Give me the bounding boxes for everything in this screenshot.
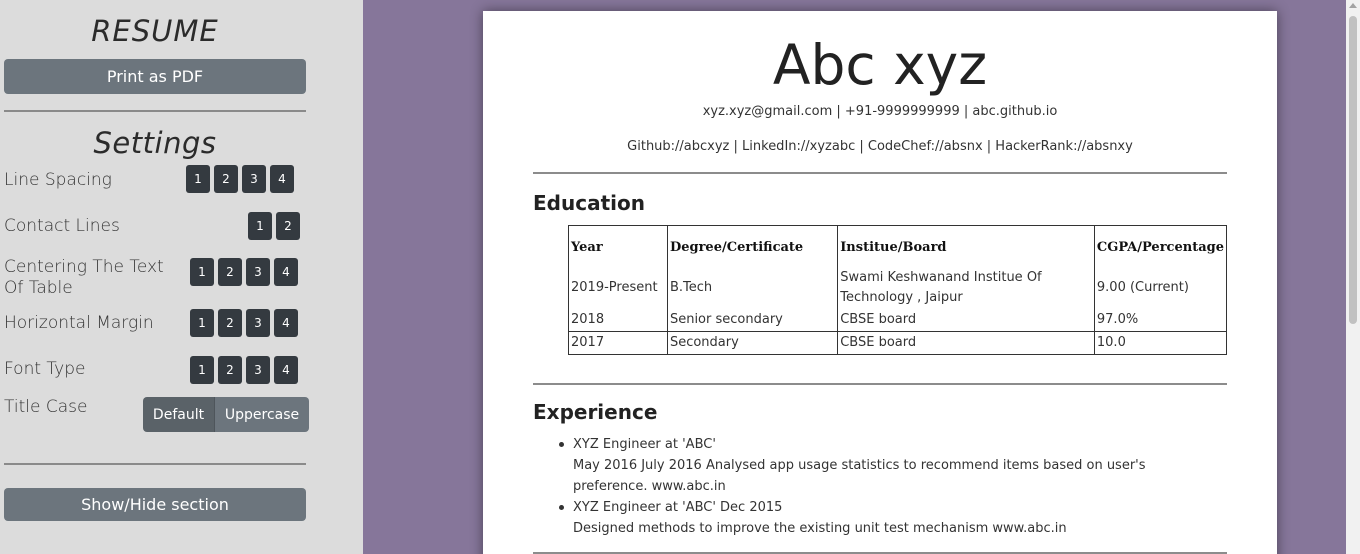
table-cell: CBSE board [838,309,1095,332]
table-cell: 2018 [569,309,668,332]
experience-heading: XYZ Engineer at 'ABC' Dec 2015 [573,500,783,515]
line-spacing-1-button[interactable]: 1 [186,165,210,193]
line-spacing-2-button[interactable]: 2 [214,165,238,193]
font-type-label: Font Type [4,359,86,379]
horizontal-margin-1-button[interactable]: 1 [190,309,214,337]
table-cell: Swami Keshwanand Institue Of Technology , Jaipur [838,267,1095,309]
font-type-3-button[interactable]: 3 [246,356,270,384]
section-divider [533,172,1227,174]
table-cell: 97.0% [1094,309,1226,332]
table-cell: Secondary [667,332,837,355]
list-item [573,434,1213,497]
resume-name: Abc xyz [772,33,988,97]
table-header: Institue/Board [838,226,1095,268]
contact-lines-1-button[interactable]: 1 [248,212,272,240]
show-hide-section-button[interactable]: Show/Hide section [4,488,306,521]
table-cell: 2017 [569,332,668,355]
divider [4,110,306,112]
contact-line-2: Github://abcxyz | LinkedIn://xyzabc | CodeChef://absnx | HackerRank://absnxy [627,139,1133,154]
table-row [569,309,1227,332]
font-type-4-button[interactable]: 4 [274,356,298,384]
horizontal-margin-4-button[interactable]: 4 [274,309,298,337]
line-spacing-4-button[interactable]: 4 [270,165,294,193]
experience-description: Designed methods to improve the existing unit test mechanism www.abc.in [573,521,1067,536]
resume-page [483,11,1277,554]
line-spacing-label: Line Spacing [4,170,112,190]
title-case-uppercase-button[interactable]: Uppercase [215,397,309,432]
scroll-up-arrow-icon[interactable] [1349,3,1357,8]
horizontal-margin-options [190,309,298,337]
table-header: Year [569,226,668,268]
horizontal-margin-2-button[interactable]: 2 [218,309,242,337]
education-table [568,225,1227,355]
list-item [573,497,1213,539]
centering-2-button[interactable]: 2 [218,258,242,286]
section-divider [533,383,1227,385]
table-cell: 9.00 (Current) [1094,267,1226,309]
contact-line-1: xyz.xyz@gmail.com | +91-9999999999 | abc.github.io [702,104,1058,119]
page-scrollbar[interactable] [1346,0,1360,554]
sidebar-title: RESUME [91,14,219,48]
horizontal-margin-label: Horizontal Margin [4,313,154,333]
table-header-row [569,226,1227,268]
centering-4-button[interactable]: 4 [274,258,298,286]
settings-title: Settings [93,126,217,160]
font-type-2-button[interactable]: 2 [218,356,242,384]
experience-heading: XYZ Engineer at 'ABC' [573,437,716,452]
education-title: Education [533,191,645,215]
line-spacing-options [186,165,294,193]
centering-1-button[interactable]: 1 [190,258,214,286]
settings-sidebar [0,0,363,554]
font-type-1-button[interactable]: 1 [190,356,214,384]
line-spacing-3-button[interactable]: 3 [242,165,266,193]
table-cell: CBSE board [838,332,1095,355]
table-cell: B.Tech [667,267,837,309]
divider [4,463,306,465]
font-type-options [190,356,298,384]
contact-lines-options [248,212,300,240]
title-case-default-button[interactable]: Default [143,397,215,432]
table-cell: 10.0 [1094,332,1226,355]
centering-3-button[interactable]: 3 [246,258,270,286]
horizontal-margin-3-button[interactable]: 3 [246,309,270,337]
table-cell: 2019-Present [569,267,668,309]
scrollbar-thumb[interactable] [1349,16,1357,324]
title-case-toggle [143,397,309,432]
experience-description: May 2016 July 2016 Analysed app usage statistics to recommend items based on user's preference. www.abc.in [573,458,1146,494]
centering-label: Centering The Text Of Table [4,257,164,298]
title-case-label: Title Case [4,397,88,417]
centering-options [190,258,298,286]
table-header: Degree/Certificate [667,226,837,268]
table-cell: Senior secondary [667,309,837,332]
table-row [569,332,1227,355]
table-row [569,267,1227,309]
experience-list [573,434,1213,539]
contact-lines-2-button[interactable]: 2 [276,212,300,240]
print-pdf-button[interactable]: Print as PDF [4,59,306,94]
table-header: CGPA/Percentage [1094,226,1226,268]
contact-lines-label: Contact Lines [4,216,120,236]
experience-title: Experience [533,400,658,424]
